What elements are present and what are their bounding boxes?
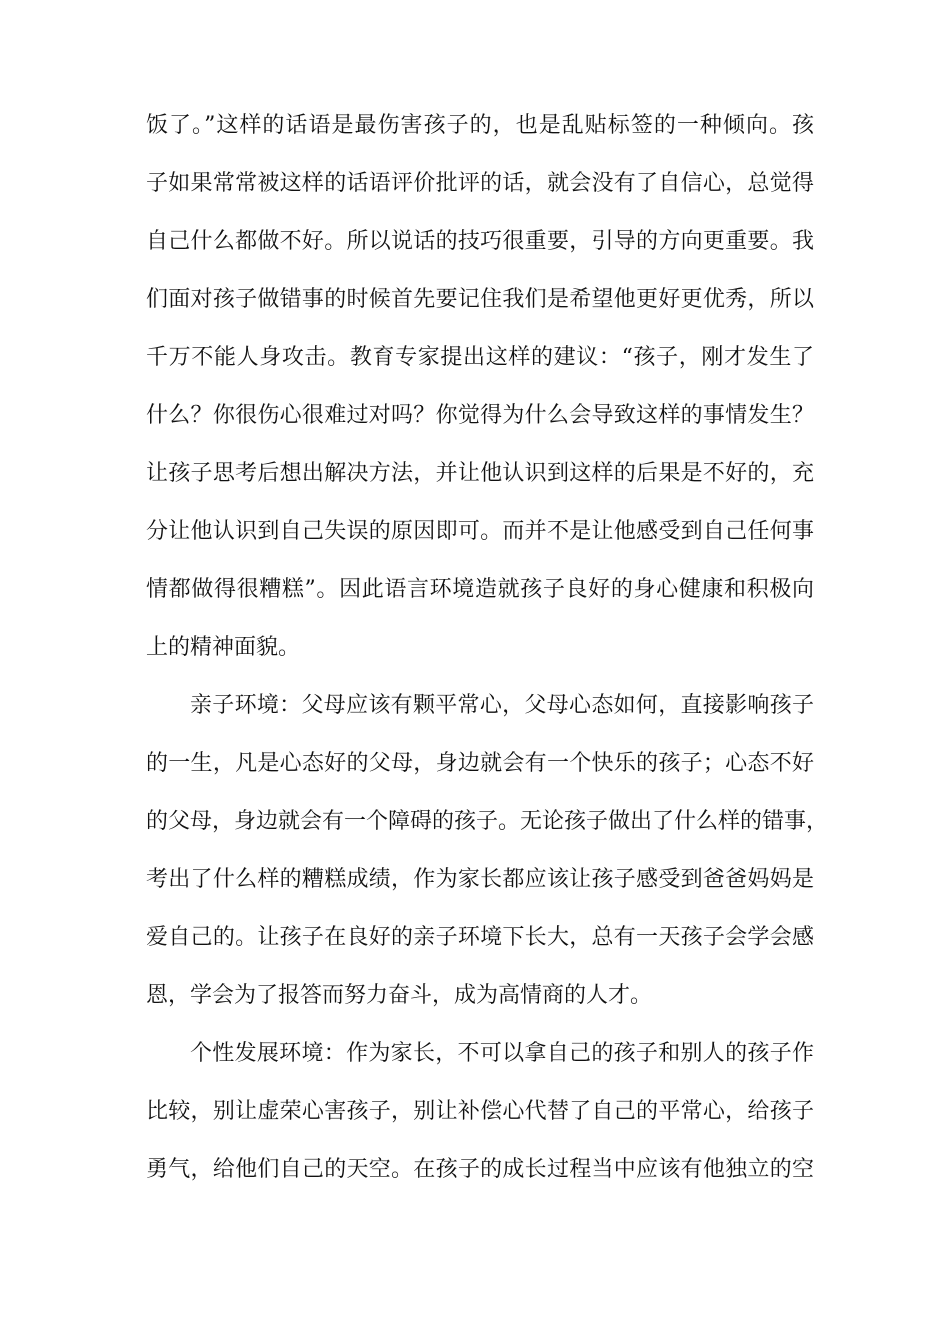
text-line: 比较，别让虚荣心害孩子，别让补偿心代替了自己的平常心，给孩子 bbox=[146, 1099, 814, 1124]
text-line: 情都做得很糟糕”。因此语言环境造就孩子良好的身心健康和积极向 bbox=[146, 577, 814, 602]
text-line: 自己什么都做不好。所以说话的技巧很重要，引导的方向更重要。我 bbox=[146, 229, 814, 254]
text-line: 什么？你很伤心很难过对吗？你觉得为什么会导致这样的事情发生？ bbox=[146, 403, 814, 428]
paragraph-personality-environment bbox=[146, 1032, 814, 1206]
text-line: 爱自己的。让孩子在良好的亲子环境下长大，总有一天孩子会学会感 bbox=[146, 925, 814, 950]
text-line: 个性发展环境：作为家长，不可以拿自己的孩子和别人的孩子作 bbox=[190, 1041, 814, 1066]
text-line: 子如果常常被这样的话语评价批评的话，就会没有了自信心，总觉得 bbox=[146, 171, 814, 196]
text-line: 的父母，身边就会有一个障碍的孩子。无论孩子做出了什么样的错事， bbox=[146, 809, 829, 834]
text-line: 上的精神面貌。 bbox=[146, 635, 301, 660]
text-line: 让孩子思考后想出解决方法，并让他认识到这样的后果是不好的，充 bbox=[146, 461, 814, 486]
text-line: 们面对孩子做错事的时候首先要记住我们是希望他更好更优秀，所以 bbox=[146, 287, 814, 312]
paragraph-parent-child-environment bbox=[146, 684, 829, 1032]
text-line: 饭了。”这样的话语是最伤害孩子的，也是乱贴标签的一种倾向。孩 bbox=[146, 113, 814, 138]
text-line: 勇气，给他们自己的天空。在孩子的成长过程当中应该有他独立的空 bbox=[146, 1157, 814, 1182]
text-line: 千万不能人身攻击。教育专家提出这样的建议：“孩子，刚才发生了 bbox=[146, 345, 814, 370]
text-line: 考出了什么样的糟糕成绩，作为家长都应该让孩子感受到爸爸妈妈是 bbox=[146, 867, 814, 892]
text-line: 亲子环境：父母应该有颗平常心，父母心态如何，直接影响孩子 bbox=[190, 693, 814, 718]
text-line: 恩，学会为了报答而努力奋斗，成为高情商的人才。 bbox=[146, 983, 653, 1008]
text-line: 分让他认识到自己失误的原因即可。而并不是让他感受到自己任何事 bbox=[146, 519, 814, 544]
paragraph-language-environment bbox=[146, 104, 814, 684]
text-line: 的一生，凡是心态好的父母，身边就会有一个快乐的孩子；心态不好 bbox=[146, 751, 814, 776]
document-body bbox=[146, 104, 829, 1206]
